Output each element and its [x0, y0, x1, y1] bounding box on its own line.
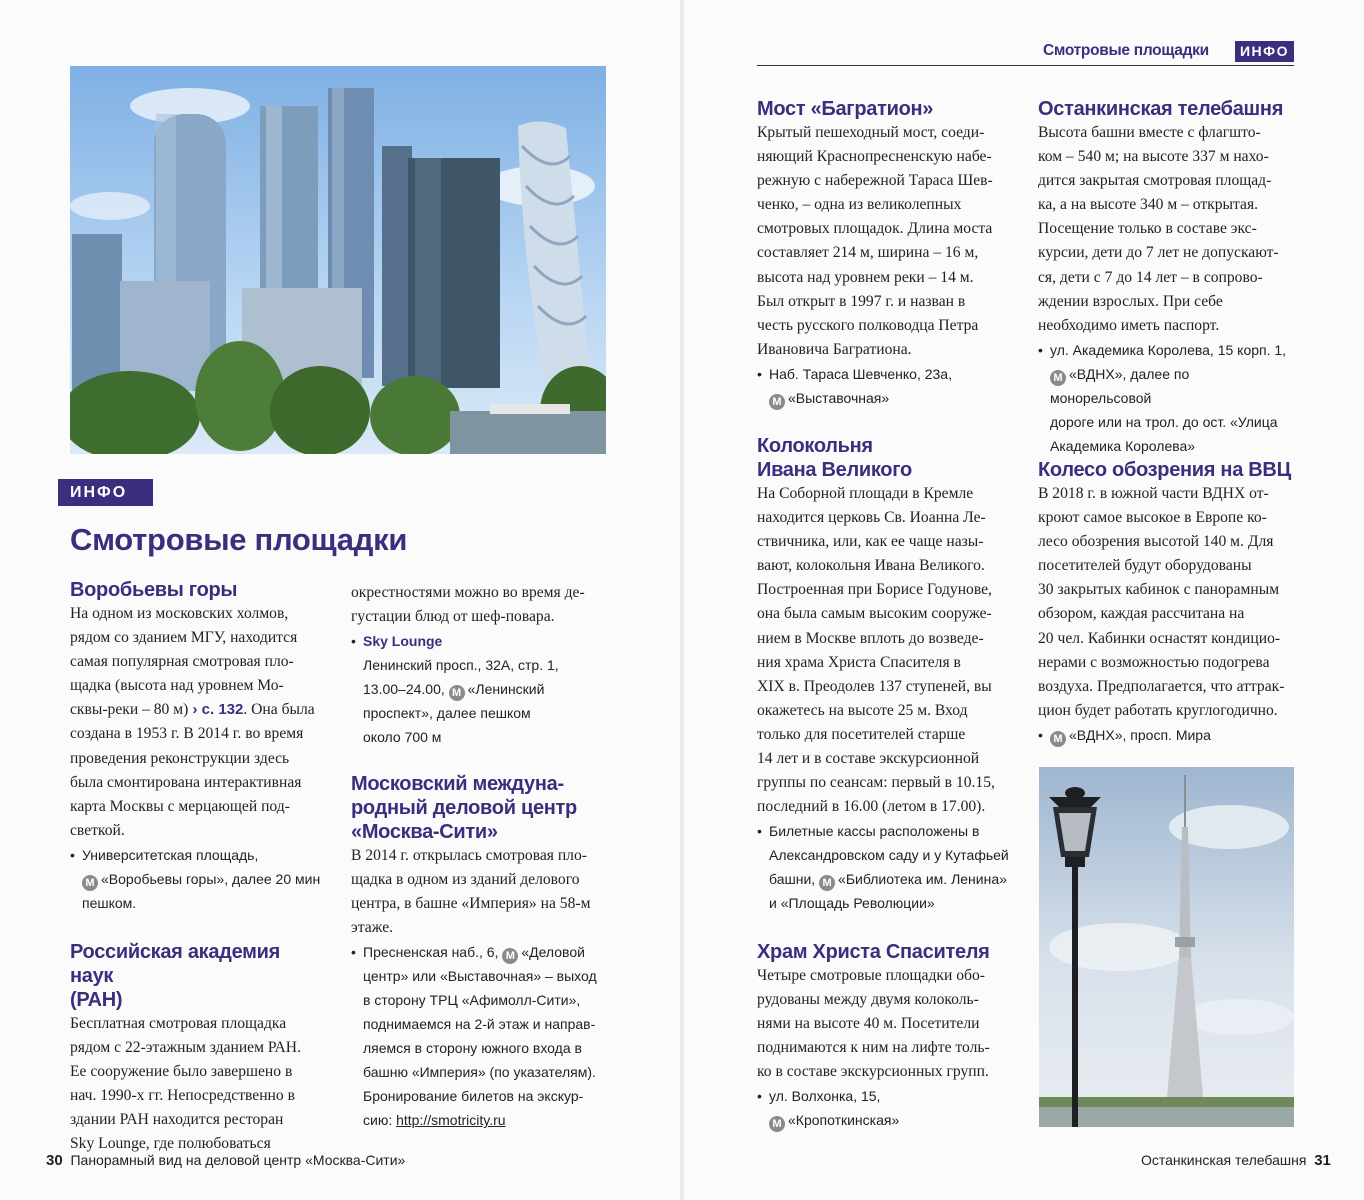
section-body: [70, 602, 325, 843]
heading-line: «Москва-Сити»: [351, 821, 498, 843]
sky-lounge-note: [351, 629, 606, 749]
text-line: необходимо иметь паспорт.: [1038, 316, 1220, 334]
note-text: «Ленинский: [467, 681, 545, 698]
text-line: светкой.: [70, 821, 125, 839]
text-line: [70, 698, 325, 722]
text-line: Высота башни вместе с флагшто-: [1038, 124, 1261, 141]
text-line: последний в 16.00 (летом в 17.00).: [757, 798, 986, 816]
text-line: высота над уровнем реки – 14 м.: [757, 268, 974, 286]
moscow-city-illustration: [70, 66, 606, 454]
section-ostankino: [1038, 97, 1294, 458]
text-line: находится церковь Св. Иоанна Ле-: [757, 509, 986, 527]
address-note: [1038, 338, 1294, 458]
text-line: XIX в. Преодолев 137 ступеней, вы: [757, 677, 992, 695]
text-line: кроют самое высокое в Европе ко-: [1038, 509, 1267, 527]
text-line: окрестностями можно во время де-: [351, 584, 585, 601]
section-body: [351, 581, 606, 629]
section-bagration: [757, 97, 1013, 410]
note-line: • ул. Академика Королева, 15 корп. 1,: [1050, 341, 1287, 358]
heading-line: (РАН): [70, 989, 123, 1011]
metro-icon: М: [1050, 370, 1066, 386]
text-line: создана в 1953 г. В 2014 г. во время: [70, 725, 304, 743]
heading-line: родный деловой центр: [351, 797, 577, 819]
text-line: цион будет работать круглогодично.: [1038, 701, 1278, 719]
heading-line: Колокольня: [757, 435, 873, 457]
page-number: 31: [1314, 1152, 1331, 1169]
text-line: дится закрытая смотровая площад-: [1038, 172, 1272, 190]
section-body: [1038, 482, 1294, 723]
section-body: [1038, 121, 1294, 338]
note-text: «Выставочная»: [788, 389, 890, 406]
text-line: проведения реконструкции здесь: [70, 749, 290, 767]
note-line: [769, 386, 1013, 410]
section-ran-continued: [351, 581, 606, 749]
text-line: Sky Lounge, где полюбоваться: [70, 1135, 271, 1153]
heading-line: Российская академия наук: [70, 941, 280, 987]
note-line: • Билетные кассы расположены в: [769, 823, 980, 840]
text-line: составляет 214 м, ширина – 16 м,: [757, 244, 979, 262]
note-line: [1050, 362, 1294, 410]
text-line: здании РАН находится ресторан: [70, 1111, 284, 1129]
text-line: 30 закрытых кабинок с панорамным: [1038, 581, 1280, 599]
text-line: обзором, каждая рассчитана на: [1038, 605, 1245, 623]
page-title: Смотровые площадки: [70, 522, 408, 557]
text-line: Построенная при Борисе Годунове,: [757, 581, 992, 599]
text-line: посетителей будут оборудованы: [1038, 557, 1252, 575]
text-line: ка, а на высоте 340 м – открытая.: [1038, 196, 1259, 214]
note-text: «Кропоткинская»: [788, 1112, 900, 1129]
text-line: Крытый пешеходный мост, соеди-: [757, 124, 985, 141]
text-line: нием в Москве вплоть до возведе-: [757, 629, 984, 647]
text-line: Ее сооружение было завершено в: [70, 1063, 293, 1081]
metro-icon: М: [502, 948, 518, 964]
address-note: [351, 940, 606, 1132]
header-rule: [757, 65, 1294, 66]
text-line: рудованы между двумя колоколь-: [757, 991, 979, 1009]
note-line: центр» или «Выставочная» – выход: [363, 968, 597, 985]
photo-caption: Панорамный вид на деловой центр «Москва-Сити»: [70, 1152, 406, 1168]
section-moscow-city: [351, 772, 606, 1132]
text-line: щадка (высота над уровнем Мо-: [70, 677, 284, 695]
text-line: ко в составе экскурсионных групп.: [757, 1063, 989, 1081]
note-line: [363, 677, 606, 701]
note-line: • Наб. Тараса Шевченко, 23а,: [769, 365, 952, 382]
text-line: Четыре смотровые площадки обо-: [757, 967, 985, 984]
text-line: ся, дети с 7 до 14 лет – в сопрово-: [1038, 268, 1263, 286]
note-line: поднимаемся на 2-й этаж и направ-: [363, 1016, 596, 1033]
text-line: нерами с возможностью подогрева: [1038, 653, 1270, 671]
text-line: воздуха. Предполагается, что аттрак-: [1038, 677, 1285, 695]
section-heading: [70, 940, 325, 1012]
text-fragment: . Она была: [243, 701, 315, 719]
ostankino-illustration: [1039, 767, 1294, 1127]
right-footer: [1141, 1150, 1331, 1171]
smotricity-link[interactable]: http://smotricity.ru: [396, 1112, 506, 1129]
address-note: [70, 843, 325, 915]
note-line: пешком.: [82, 894, 137, 911]
note-line: [363, 1108, 606, 1132]
running-head: Смотровые площадки: [1043, 42, 1209, 59]
address-note: [757, 819, 1013, 915]
text-line: На Соборной площади в Кремле: [757, 485, 974, 502]
text-line: лесо обозрения высотой 140 м. Для: [1038, 533, 1274, 551]
note-line: дороге или на трол. до ост. «Улица: [1050, 413, 1278, 430]
text-line: щадка в одном из зданий делового: [351, 871, 580, 889]
address-note: [757, 1084, 1013, 1132]
section-heading: Храм Христа Спасителя: [757, 941, 990, 963]
section-body: [757, 482, 1013, 819]
text-line: этаже.: [351, 919, 394, 937]
text-line: В 2014 г. открылась смотровая пло-: [351, 847, 587, 864]
text-line: Бесплатная смотровая площадка: [70, 1015, 287, 1032]
section-body: [351, 844, 606, 940]
text-line: Посещение только в составе экс-: [1038, 220, 1257, 238]
metro-icon: М: [769, 394, 785, 410]
section-ran: [70, 940, 325, 1157]
page-number: 30: [46, 1152, 63, 1169]
heading-line: Московский междуна-: [351, 773, 564, 795]
section-heading: Останкинская телебашня: [1038, 98, 1284, 120]
note-text: «ВДНХ», далее по монорельсовой: [1050, 365, 1190, 406]
text-line: В 2018 г. в южной части ВДНХ от-: [1038, 485, 1269, 502]
note-line: ляемся в сторону южного входа в: [363, 1040, 582, 1057]
text-line: ком – 540 м; на высоте 337 м нахо-: [1038, 148, 1269, 166]
section-heading: [757, 434, 1013, 482]
photo-caption: Останкинская телебашня: [1141, 1152, 1307, 1168]
metro-icon: М: [449, 685, 465, 701]
text-line: она была самым высоким сооруже-: [757, 605, 992, 623]
note-text: «ВДНХ», просп. Мира: [1069, 726, 1211, 743]
moscow-city-photo: [70, 66, 606, 454]
text-line: честь русского полководца Петра: [757, 316, 979, 334]
section-heading: Мост «Багратион»: [757, 98, 934, 120]
text-line: вают, колокольня Ивана Великого.: [757, 557, 985, 575]
section-koleso: [1038, 458, 1294, 747]
text-line: смотровых площадок. Длина моста: [757, 220, 993, 238]
metro-icon: М: [82, 875, 98, 891]
note-text: «Воробьевы горы», далее 20 мин: [101, 870, 321, 887]
text-line: 20 чел. Кабинки оснастят кондицио-: [1038, 629, 1281, 647]
note-line: Бронирование билетов на экскур-: [363, 1088, 584, 1105]
text-line: карта Москвы с мерцающей под-: [70, 797, 290, 815]
text-line: окажетесь на высоте 25 м. Вход: [757, 701, 968, 719]
section-body: [757, 964, 1013, 1084]
section-heading: [351, 772, 606, 844]
page-reference-link[interactable]: › с. 132: [188, 701, 244, 719]
metro-icon: М: [769, 1116, 785, 1132]
sky-lounge-name: • Sky Lounge: [363, 633, 443, 650]
note-line: [769, 867, 1013, 891]
note-text: Пресненская наб., 6,: [363, 944, 503, 961]
note-text: «Библиотека им. Ленина»: [838, 871, 1007, 888]
section-hram: [757, 940, 1013, 1132]
text-line: самая популярная смотровая пло-: [70, 653, 294, 671]
note-line: [1050, 723, 1294, 747]
text-line: режную с набережной Тараса Шев-: [757, 172, 993, 190]
text-line: 14 лет и в составе экскурсионной: [757, 750, 980, 768]
metro-icon: М: [819, 875, 835, 891]
section-heading: Воробьевы горы: [70, 579, 238, 601]
info-tag: ИНФО: [58, 479, 153, 506]
text-line: нями на высоте 40 м. Посетители: [757, 1015, 980, 1033]
section-heading: Колесо обозрения на ВВЦ: [1038, 459, 1291, 481]
heading-line: Ивана Великого: [757, 459, 912, 481]
text-line: рядом с 22-этажным зданием РАН.: [70, 1039, 301, 1057]
metro-icon: М: [1050, 731, 1066, 747]
section-body: [70, 1012, 325, 1157]
left-footer: [46, 1150, 405, 1171]
text-line: рядом со зданием МГУ, находится: [70, 629, 298, 647]
section-kolokolnya: [757, 434, 1013, 915]
text-line: На одном из московских холмов,: [70, 605, 289, 622]
text-line: ствичника, или, как ее чаще назы-: [757, 533, 984, 551]
text-line: поднимаются к ним на лифте толь-: [757, 1039, 990, 1057]
note-text: «Деловой: [521, 944, 585, 961]
ostankino-tower-photo: [1039, 767, 1294, 1127]
section-vorobyevy: [70, 578, 325, 915]
text-line: ченко, – одна из великолепных: [757, 196, 962, 214]
note-line: около 700 м: [363, 729, 442, 746]
text-line: няющий Краснопресненскую набе-: [757, 148, 992, 166]
text-line: была смонтирована интерактивная: [70, 773, 302, 791]
note-line: Александровском саду и у Кутафьей: [769, 847, 1009, 864]
note-text: 13.00–24.00,: [363, 681, 449, 698]
text-line: курсии, дети до 7 лет не допускают-: [1038, 244, 1279, 262]
text-line: ждении взрослых. При себе: [1038, 292, 1223, 310]
text-line: Ивановича Багратиона.: [757, 340, 912, 358]
note-line: [769, 1108, 1013, 1132]
note-line: • ул. Волхонка, 15,: [769, 1088, 881, 1105]
note-line: [363, 940, 606, 964]
text-line: группы по сеансам: первый в 10.15,: [757, 774, 995, 792]
info-tag: ИНФО: [1235, 41, 1294, 62]
text-line: Был открыт в 1997 г. и назван в: [757, 292, 966, 310]
address-note: [1038, 723, 1294, 747]
note-line: Ленинский просп., 32А, стр. 1,: [363, 657, 559, 674]
text-line: ния храма Христа Спасителя в: [757, 653, 961, 671]
note-line: проспект», далее пешком: [363, 705, 531, 722]
left-page: [0, 0, 680, 1200]
note-line: [82, 867, 325, 891]
text-fragment: сквы-реки – 80 м): [70, 701, 189, 719]
note-line: Академика Королева»: [1050, 437, 1196, 454]
text-line: только для посетителей старше: [757, 725, 966, 743]
text-line: нач. 1990-х гг. Непосредственно в: [70, 1087, 295, 1105]
note-line: в сторону ТРЦ «Афимолл-Сити»,: [363, 992, 581, 1009]
note-line: • Университетская площадь,: [82, 846, 259, 863]
text-line: густации блюд от шеф-повара.: [351, 608, 555, 626]
note-line: и «Площадь Революции»: [769, 895, 935, 912]
note-text: сию:: [363, 1112, 397, 1129]
address-note: [757, 362, 1013, 410]
text-line: центра, в башне «Империя» на 58-м: [351, 895, 591, 913]
section-body: [757, 121, 1013, 362]
note-line: башню «Империя» (по указателям).: [363, 1064, 596, 1081]
note-text: башни,: [769, 871, 820, 888]
